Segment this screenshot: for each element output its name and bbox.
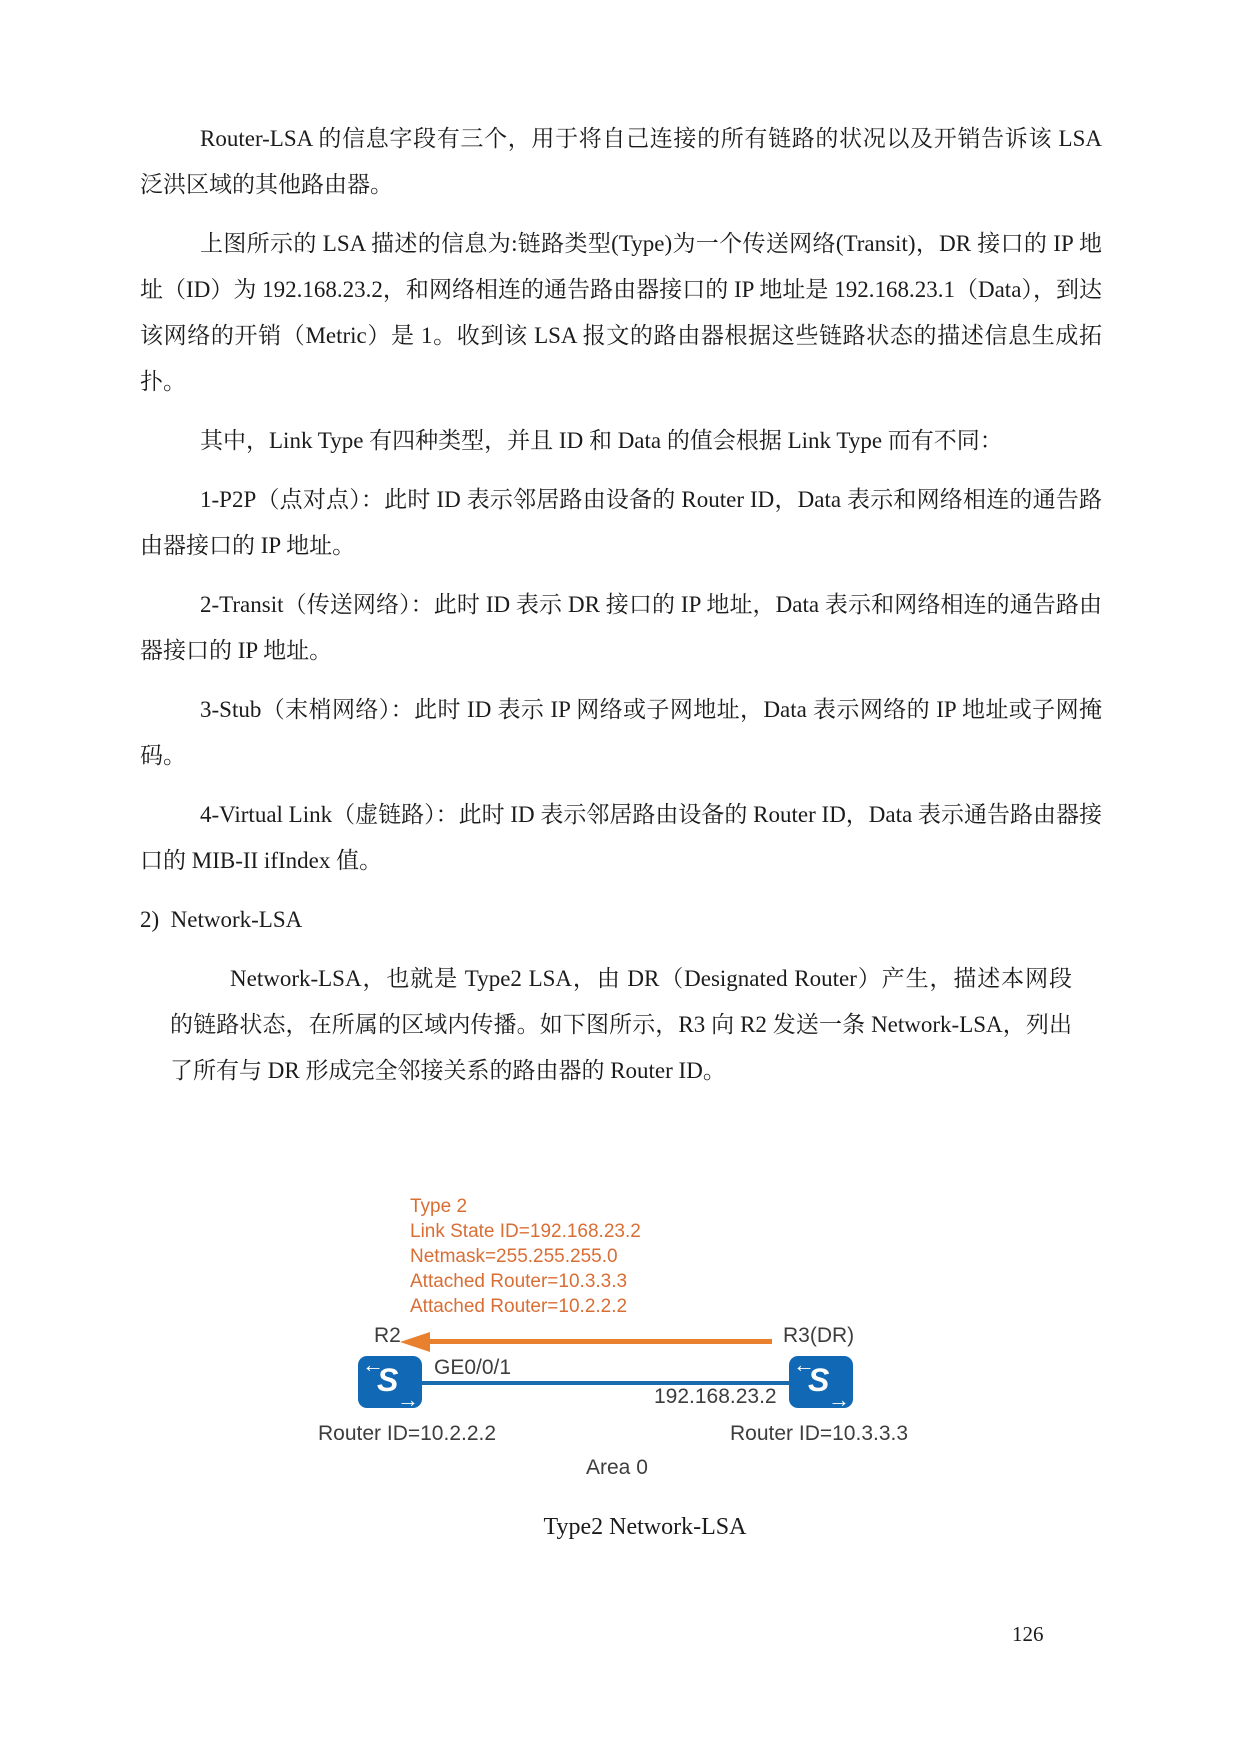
paragraph-link-type-intro: 其中，Link Type 有四种类型，并且 ID 和 Data 的值会根据 Link Type 而有不同： [200, 428, 1003, 453]
paragraph-link-type-virtual: 4-Virtual Link（虚链路）：此时 ID 表示邻居路由设备的 Router ID，Data 表示通告路由器接口的 MIB-II ifIndex 值。 [140, 802, 1102, 873]
router-s-glyph: S [808, 1362, 830, 1398]
paragraph-router-lsa-intro: Router-LSA 的信息字段有三个，用于将自己连接的所有链路的状况以及开销告诉该 LSA 泛洪区域的其他路由器。 [140, 126, 1102, 197]
router-id-r3-label: Router ID=10.3.3.3 [730, 1422, 909, 1445]
lsa-flood-arrow [428, 1339, 772, 1344]
lsa-info-attached-router-1: Attached Router=10.3.3.3 [410, 1271, 628, 1292]
arrow-left-icon: ← [793, 1352, 815, 1377]
body-text [140, 116, 1102, 1107]
router-id-r2-label: Router ID=10.2.2.2 [318, 1422, 497, 1445]
section-heading-network-lsa: 2) Network-LSA [140, 907, 303, 932]
arrow-right-icon: → [397, 1387, 419, 1412]
link-ip-label: 192.168.23.2 [654, 1385, 777, 1408]
arrow-left-icon: ← [362, 1352, 384, 1377]
page-number: 126 [1012, 1622, 1044, 1646]
lsa-info-attached-router-2: Attached Router=10.2.2.2 [410, 1296, 628, 1317]
area-label: Area 0 [586, 1456, 648, 1479]
router-r2-icon [358, 1352, 422, 1412]
router-s-glyph: S [377, 1362, 399, 1398]
router-r2-label: R2 [374, 1324, 401, 1347]
router-r3-label: R3(DR) [783, 1324, 855, 1347]
interface-label-ge001: GE0/0/1 [434, 1356, 512, 1379]
paragraph-link-type-transit: 2-Transit（传送网络）：此时 ID 表示 DR 接口的 IP 地址，Data 表示和网络相连的通告路由器接口的 IP 地址。 [140, 592, 1102, 663]
lsa-info-netmask: Netmask=255.255.255.0 [410, 1246, 618, 1267]
paragraph-link-type-stub: 3-Stub（末梢网络）：此时 ID 表示 IP 网络或子网地址，Data 表示网络的 IP 地址或子网掩码。 [140, 697, 1102, 768]
network-lsa-diagram [0, 1186, 1240, 1506]
arrow-right-icon: → [828, 1387, 850, 1412]
paragraph-network-lsa: Network-LSA，也就是 Type2 LSA，由 DR（Designated Router）产生，描述本网段的链路状态，在所属的区域内传播。如下图所示，R3 向 R2 发送一条 Network-LSA，列出了所有与 DR 形成完全邻接关系的路由器的 Router ID。 [170, 966, 1072, 1083]
lsa-info-type: Type 2 [410, 1196, 468, 1217]
lsa-info-block [410, 1194, 641, 1319]
paragraph-link-type-p2p: 1-P2P（点对点）：此时 ID 表示邻居路由设备的 Router ID，Data 表示和网络相连的通告路由器接口的 IP 地址。 [140, 487, 1102, 558]
figure-caption: Type2 Network-LSA [543, 1514, 747, 1540]
router-r3-icon [789, 1352, 853, 1412]
lsa-info-link-state-id: Link State ID=192.168.23.2 [410, 1221, 641, 1242]
lsa-flood-arrow-head-icon [400, 1332, 430, 1352]
paragraph-lsa-description: 上图所示的 LSA 描述的信息为:链路类型(Type)为一个传送网络(Transit)，DR 接口的 IP 地址（ID）为 192.168.23.2，和网络相连的通告路由器接口的 IP 地址是 192.168.23.1（Data），到达该网络的开销（Metric）是 1。收到该 LSA 报文的路由器根据这些链路状态的描述信息生成拓扑。 [140, 231, 1102, 394]
